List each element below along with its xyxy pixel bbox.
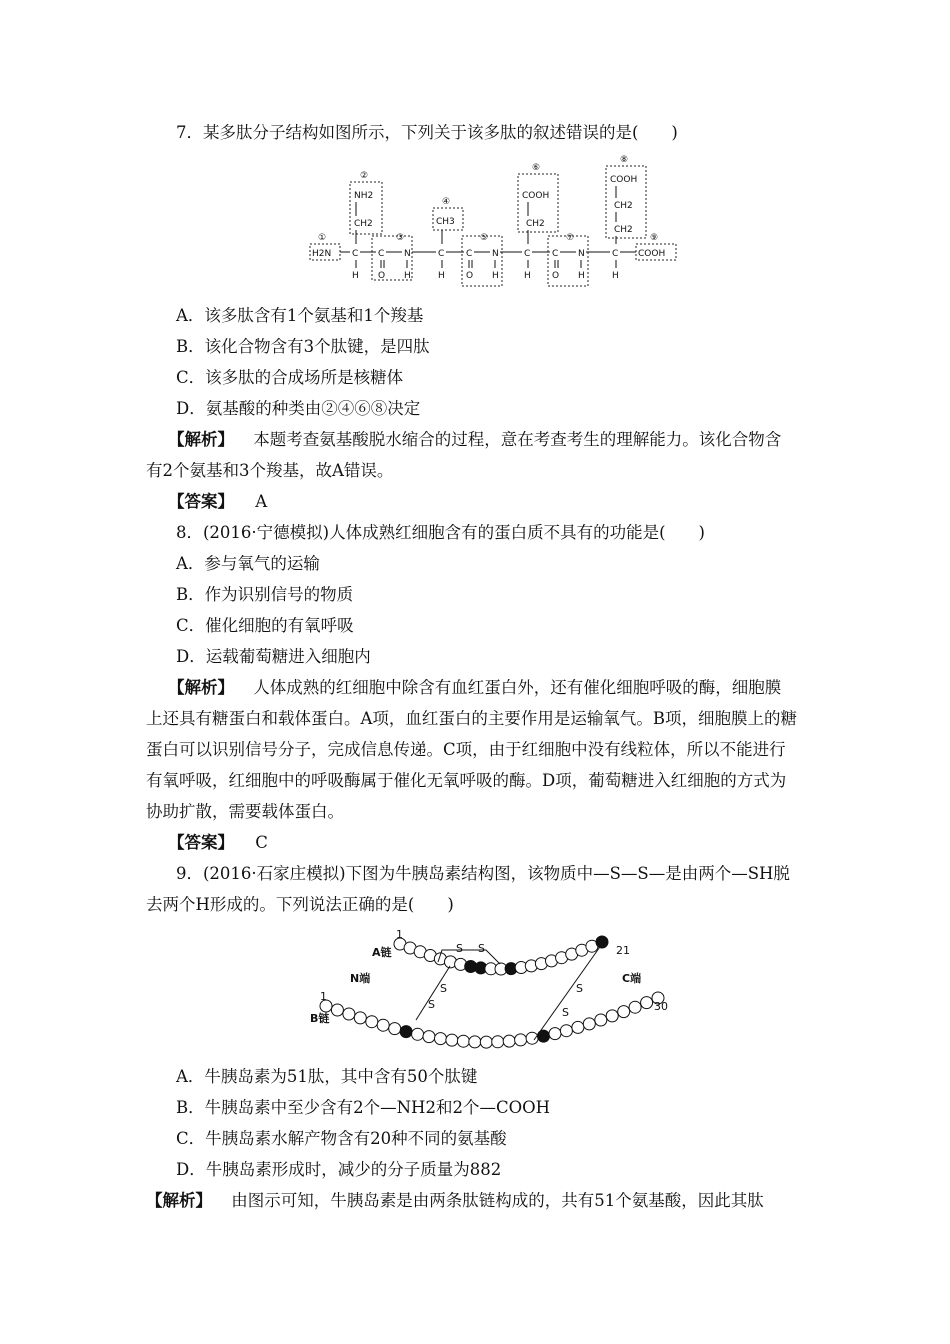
b-chain-residue [572,1021,584,1033]
q8-answer-tag: 【答案】 [168,833,234,852]
q7-label-2: ② [360,171,369,181]
label-21: 21 [616,944,630,957]
q7-atom-c6: C [552,249,559,259]
q7-label-9: ⑨ [650,233,659,243]
b-chain-residue [412,1028,424,1040]
label-s3: S [440,982,447,995]
q7-answer [168,491,267,513]
q7-stem: 7．某多肽分子结构如图所示，下列关于该多肽的叙述错误的是( ) [176,123,678,142]
q7-answer-value: A [255,492,268,511]
q7-group-ch3: CH3 [436,217,455,227]
q7-group-h2n: H2N [312,249,332,259]
q7-option-c: C．该多肽的合成场所是核糖体 [176,368,404,387]
q7-label-5: ⑤ [480,233,489,243]
q7-group-cooh-c: COOH [638,249,666,259]
label-b-chain: B链 [310,1012,330,1025]
b-chain-residue [606,1010,618,1022]
q7-label-3: ③ [396,233,405,243]
q7-atom-c3: C [438,249,445,259]
b-chain-residue [526,1032,538,1044]
label-n-end: N端 [350,972,371,985]
q7-group-ch2-a: CH2 [354,219,373,229]
label-s1: S [456,942,463,955]
insulin-a-chain [394,936,608,975]
q7-atom-c7: C [612,249,619,259]
b-chain-residue [331,1004,343,1016]
q9-stem-line1: 9．(2016·石家庄模拟)下图为牛胰岛素结构图，该物质中—S—S—是由两个—SH脱 [176,864,790,883]
q8-analysis-tag: 【解析】 [168,678,234,697]
q8-analysis-line4: 有氧呼吸，红细胞中的呼吸酶属于催化无氧呼吸的酶。D项，葡萄糖进入红细胞的方式为 [146,771,787,790]
q9-analysis-tag: 【解析】 [146,1191,212,1210]
q7-analysis-text1: 本题考查氨基酸脱水缩合的过程，意在考查考生的理解能力。该化合物含 [253,430,782,449]
q9-option-c: C．牛胰岛素水解产物含有20种不同的氨基酸 [176,1129,507,1148]
q7-analysis-line1 [168,429,781,451]
q7-label-4: ④ [442,197,451,207]
label-a-chain: A链 [372,946,392,959]
q7-label-6: ⑥ [532,163,541,173]
q7-atom-h4: H [492,271,499,281]
q7-analysis-tag: 【解析】 [168,430,234,449]
q7-atom-c2: C [378,249,385,259]
q9-insulin-figure [300,922,690,1062]
b-chain-residue [629,1001,641,1013]
b-chain-residue [354,1012,366,1024]
b-chain-residue [469,1036,481,1048]
label-1-b-chain: 1 [320,990,327,1003]
q7-group-ch2-d: CH2 [614,225,633,235]
q7-atom-n3: N [578,249,585,259]
q9-analysis-text1: 由图示可知，牛胰岛素是由两条肽链构成的，共有51个氨基酸，因此其肽 [231,1191,764,1210]
b-chain-residue [595,1014,607,1026]
q9-stem-line2: 去两个H形成的。下列说法正确的是( ) [146,895,454,914]
q8-analysis-line5: 协助扩散，需要载体蛋白。 [146,802,344,821]
b-chain-residue [560,1025,572,1037]
q9-option-a: A．牛胰岛素为51肽，其中含有50个肽键 [176,1067,478,1086]
q7-label-1: ① [318,233,327,243]
label-s4: S [428,998,435,1011]
q8-answer [168,832,268,854]
q7-atom-h2: H [404,271,411,281]
b-chain-residue [423,1031,435,1043]
b-chain-residue [400,1026,412,1038]
b-chain-residue [480,1036,492,1048]
q7-atom-h5: H [524,271,531,281]
q7-group-cooh-b: COOH [610,175,638,185]
q7-atom-o2: O [466,271,474,281]
b-chain-residue [435,1033,447,1045]
q7-atom-c4: C [466,249,473,259]
q8-analysis-line3: 蛋白可以识别信号分子，完成信息传递。C项，由于红细胞中没有线粒体，所以不能进行 [146,740,786,759]
q7-atom-h6: H [578,271,585,281]
b-chain-residue [366,1016,378,1028]
b-chain-residue [549,1028,561,1040]
q7-atom-o3: O [552,271,560,281]
insulin-b-chain [320,992,664,1048]
b-chain-residue [503,1035,515,1047]
q7-option-d: D．氨基酸的种类由②④⑥⑧决定 [176,399,421,418]
b-chain-residue [446,1034,458,1046]
q7-label-8: ⑧ [620,155,629,165]
b-chain-residue [389,1023,401,1035]
q8-option-c: C．催化细胞的有氧呼吸 [176,616,354,635]
q8-option-d: D．运载葡萄糖进入细胞内 [176,647,371,666]
q7-atom-c1: C [352,249,359,259]
q7-polypeptide-figure [300,152,690,300]
q9-option-d: D．牛胰岛素形成时，减少的分子质量为882 [176,1160,502,1179]
q7-group-ch2-b: CH2 [526,219,545,229]
q7-atom-c5: C [524,249,531,259]
q7-answer-tag: 【答案】 [168,492,234,511]
q8-analysis-line2: 上还具有糖蛋白和载体蛋白。A项，血红蛋白的主要作用是运输氧气。B项，细胞膜上的糖 [146,709,798,728]
q7-atom-o1: O [378,271,386,281]
q8-option-b: B．作为识别信号的物质 [176,585,354,604]
label-s2: S [478,942,485,955]
q7-atom-h1: H [352,271,359,281]
b-chain-residue [457,1035,469,1047]
a-chain-residue [596,936,608,948]
q9-analysis-line1 [146,1190,764,1212]
label-s6: S [562,1006,569,1019]
q7-group-cooh-a: COOH [522,191,550,201]
q7-atom-h3: H [438,271,445,281]
label-30: 30 [654,1000,668,1013]
label-s5: S [576,982,583,995]
q7-label-7: ⑦ [566,233,575,243]
q8-analysis-text1: 人体成熟的红细胞中除含有血红蛋白外，还有催化细胞呼吸的酶，细胞膜 [253,678,782,697]
b-chain-residue [515,1034,527,1046]
b-chain-residue [641,997,653,1009]
q7-atom-n1: N [404,249,411,259]
q7-atom-h7: H [612,271,619,281]
q9-option-b: B．牛胰岛素中至少含有2个—NH2和2个—COOH [176,1098,551,1117]
q7-option-b: B．该化合物含有3个肽键，是四肽 [176,337,430,356]
q8-stem: 8．(2016·宁德模拟)人体成熟红细胞含有的蛋白质不具有的功能是( ) [176,523,705,542]
b-chain-residue [377,1019,389,1031]
b-chain-residue [492,1036,504,1048]
q7-analysis-line2: 有2个氨基和3个羧基，故A错误。 [146,461,394,480]
q8-answer-value: C [255,833,268,852]
b-chain-residue [343,1008,355,1020]
q8-analysis-line1 [168,677,781,699]
q7-option-a: A．该多肽含有1个氨基和1个羧基 [176,306,424,325]
b-chain-residue [618,1006,630,1018]
q8-option-a: A．参与氧气的运输 [176,554,320,573]
label-c-end: C端 [622,972,642,985]
q7-group-ch2-c: CH2 [614,201,633,211]
label-1-a-chain: 1 [396,928,403,941]
q7-atom-n2: N [492,249,499,259]
b-chain-residue [583,1018,595,1030]
q7-group-nh2: NH2 [354,191,374,201]
